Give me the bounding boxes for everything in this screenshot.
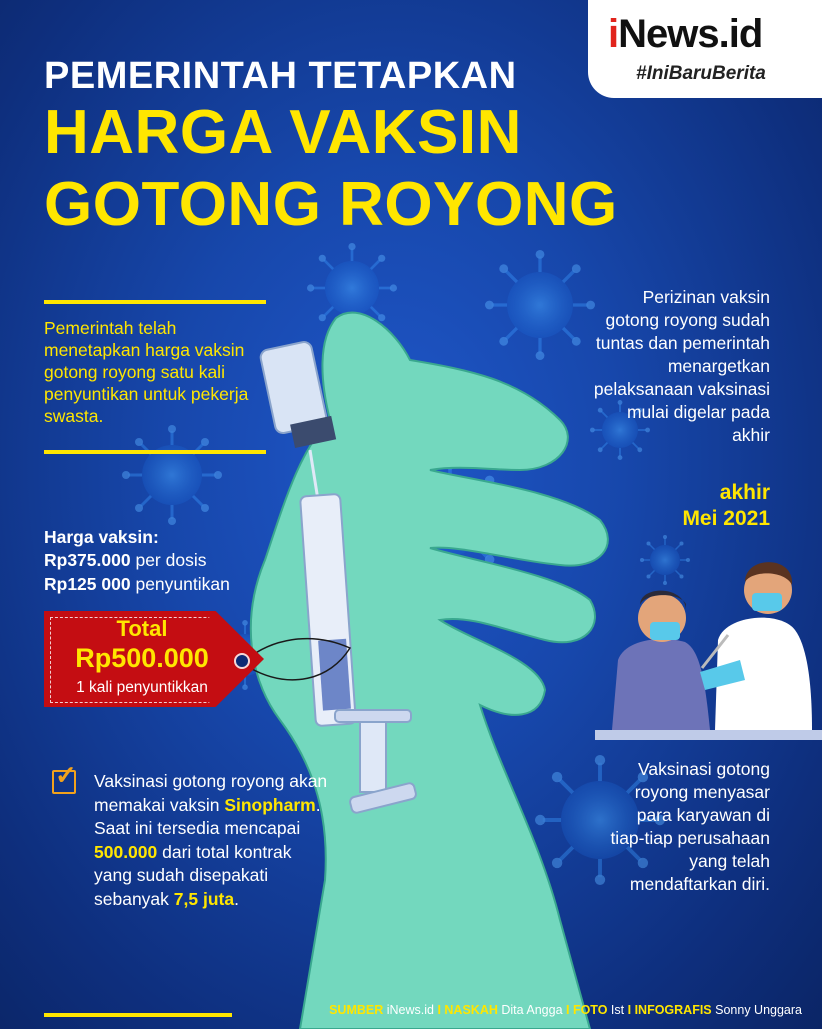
checkmark-icon: ✓ (55, 760, 77, 790)
headline-line-1: PEMERINTAH TETAPKAN (44, 55, 517, 97)
permit-text: Perizinan vaksin gotong royong sudah tuntas dan pemerintah menargetkan pelaksanaan vaksinasi mulai digelar pada akhir (593, 287, 770, 445)
brand-tagline: #IniBaruBerita (636, 63, 766, 84)
sinopharm-amount: 500.000 (94, 841, 158, 862)
footer-writer-value: Dita Angga (497, 1003, 566, 1017)
price-per-dose-value: Rp375.000 (44, 550, 131, 570)
brand-logo[interactable] (608, 12, 762, 57)
brand-logo-i: i (608, 12, 619, 56)
vaccination-scene-illustration (595, 562, 822, 740)
footer-sep-2: I (566, 1003, 573, 1017)
footer-design-value: Sonny Unggara (711, 1003, 802, 1017)
sinopharm-brand: Sinopharm (224, 794, 316, 815)
price-per-dose (44, 550, 206, 571)
price-per-dose-label: per dosis (130, 550, 207, 570)
price-per-injection-value: Rp125 000 (44, 574, 131, 594)
footer-photo-value: Ist (607, 1003, 628, 1017)
sinopharm-text (94, 770, 330, 911)
divider-top (44, 300, 266, 304)
intro-text: Pemerintah telah menetapkan harga vaksin gotong royong satu kali penyuntikan untuk pekerja swasta. (44, 318, 249, 426)
headline-line-3: GOTONG ROYONG (44, 170, 618, 239)
permit-deadline-1: akhir (719, 481, 770, 504)
price-per-injection-label: penyuntikan (130, 574, 230, 594)
brand-logo-name: News.id (618, 12, 763, 56)
credits-footer (254, 1003, 802, 1017)
price-heading: Harga vaksin: (44, 527, 159, 547)
total-label: Total (116, 616, 168, 641)
permit-deadline (592, 480, 770, 532)
total-note: 1 kali penyuntikkan (76, 679, 208, 696)
sinopharm-text-3: dari total kontrak yang sudah disepakati sebanyak (94, 841, 292, 909)
footer-divider (44, 1013, 232, 1017)
sinopharm-total: 7,5 juta (173, 888, 235, 909)
sinopharm-text-1: Vaksinasi gotong royong akan memakai vaksin (94, 771, 328, 815)
price-per-injection (44, 574, 230, 595)
footer-photo-label: FOTO (572, 1003, 608, 1017)
target-employees-text: Vaksinasi gotong royong menyasar para karyawan di tiap-tiap perusahaan yang telah mendaftarkan diri. (610, 759, 770, 894)
divider-bottom (44, 450, 266, 454)
footer-sep-1: I (437, 1003, 445, 1017)
total-value: Rp500.000 (75, 643, 209, 673)
footer-source-label: SUMBER (329, 1003, 384, 1017)
footer-design-label: INFOGRAFIS (634, 1003, 712, 1017)
headline-line-2: HARGA VAKSIN (44, 98, 522, 167)
footer-source-value: iNews.id (383, 1003, 438, 1017)
footer-writer-label: NASKAH (444, 1003, 498, 1017)
sinopharm-text-2: . Saat ini tersedia mencapai (94, 794, 321, 838)
sinopharm-text-4: . (234, 888, 239, 909)
permit-deadline-2: Mei 2021 (682, 507, 770, 530)
footer-sep-3: I (627, 1003, 635, 1017)
